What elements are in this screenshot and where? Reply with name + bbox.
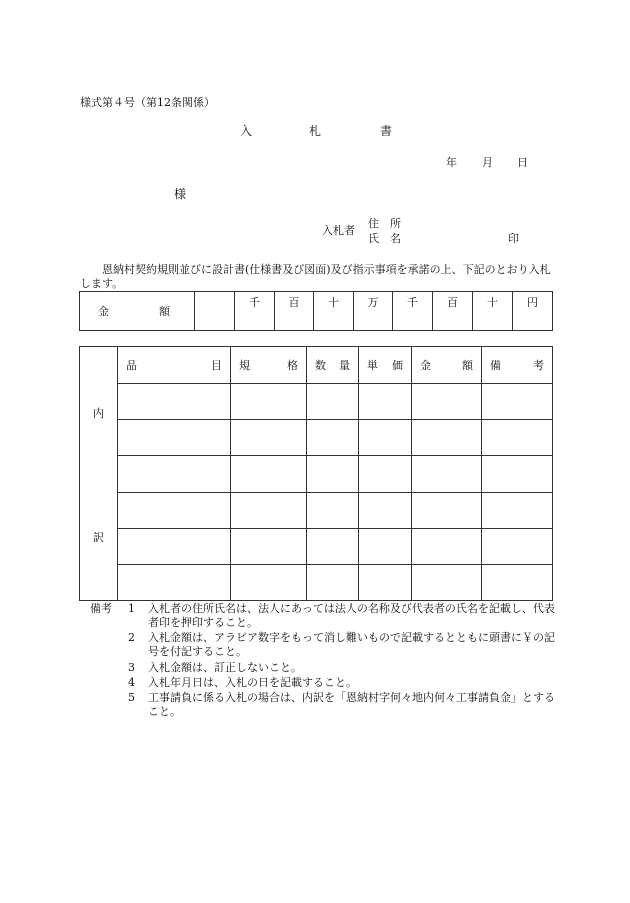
title-char-1: 入 <box>240 124 253 138</box>
table-cell[interactable] <box>359 384 412 420</box>
digit-label: 百 <box>288 296 300 309</box>
date-month: 月 <box>482 156 493 169</box>
header-spec <box>231 347 307 384</box>
table-row <box>80 528 553 564</box>
table-cell[interactable] <box>359 528 412 564</box>
table-cell[interactable] <box>307 456 359 492</box>
table-cell[interactable] <box>118 528 231 564</box>
header-text: 格 <box>287 359 298 373</box>
amount-digit-cell[interactable] <box>275 292 314 331</box>
table-cell[interactable] <box>482 492 553 528</box>
amount-digit-cell[interactable] <box>473 292 513 331</box>
table-cell[interactable] <box>231 564 307 600</box>
header-text: 単 <box>367 359 378 373</box>
table-cell[interactable] <box>482 528 553 564</box>
table-cell[interactable] <box>482 420 553 456</box>
note-number: 2 <box>128 631 135 644</box>
table-row <box>80 564 553 600</box>
table-cell[interactable] <box>307 420 359 456</box>
header-text: 額 <box>462 359 473 373</box>
table-cell[interactable] <box>231 528 307 564</box>
note-text <box>148 691 560 719</box>
header-text: 価 <box>392 359 403 373</box>
digit-label: 百 <box>447 296 458 309</box>
header-quantity <box>307 347 359 384</box>
table-cell[interactable] <box>118 492 231 528</box>
table-cell[interactable] <box>359 564 412 600</box>
header-text: 品 <box>126 359 137 373</box>
intro-text: 恩納村契約規則並びに設計書(仕様書及び図面)及び指示事項を承諾の上、下記のとおり入札します。 <box>80 263 551 290</box>
table-cell[interactable] <box>412 492 482 528</box>
table-cell[interactable] <box>359 420 412 456</box>
header-text: 金 <box>420 359 431 373</box>
header-text: 規 <box>239 359 250 373</box>
table-cell[interactable] <box>359 492 412 528</box>
amount-digit-cell[interactable] <box>433 292 473 331</box>
notes-label: 備考 <box>90 602 112 615</box>
digit-label: 円 <box>527 296 538 309</box>
note-text <box>148 631 560 659</box>
table-cell[interactable] <box>359 456 412 492</box>
note-number: 5 <box>128 691 135 704</box>
digit-label: 十 <box>328 296 339 309</box>
bidder-address-label: 住 所 <box>368 217 401 230</box>
amount-digit-cell[interactable] <box>235 292 275 331</box>
note-number: 1 <box>128 602 135 615</box>
header-unit-price <box>359 347 412 384</box>
amount-label-a: 金 <box>98 305 109 318</box>
header-text: 数 <box>315 359 326 373</box>
table-cell[interactable] <box>118 456 231 492</box>
table-row <box>80 384 553 420</box>
side-label-bottom: 訳 <box>93 531 104 544</box>
table-cell[interactable] <box>118 564 231 600</box>
table-cell[interactable] <box>307 528 359 564</box>
table-cell[interactable] <box>118 420 231 456</box>
table-row <box>80 492 553 528</box>
note-text: 入札年月日は、入札の日を記載すること。 <box>148 676 357 689</box>
note-text <box>148 602 560 630</box>
date-day: 日 <box>517 156 528 169</box>
table-cell[interactable] <box>412 564 482 600</box>
bidder-label: 入札者 <box>322 224 355 237</box>
table-cell[interactable] <box>307 564 359 600</box>
form-number: 様式第４号（第12条関係） <box>80 96 215 109</box>
note-text-span: 工事請負に係る入札の場合は、内訳を「恩納村字何々地内何々工事請負金」とすること。 <box>148 691 555 718</box>
table-row <box>80 456 553 492</box>
amount-table <box>79 291 553 331</box>
amount-blank-cell[interactable] <box>195 292 235 331</box>
header-text: 考 <box>533 359 544 373</box>
header-text: 目 <box>211 359 222 373</box>
addressee-suffix: 様 <box>174 187 187 201</box>
note-number: 4 <box>128 676 135 689</box>
table-cell[interactable] <box>412 456 482 492</box>
note-text-span: 入札金額は、アラビア数字をもって消し難いもので記載するとともに頭書に￥の記号を付記すること。 <box>148 631 555 658</box>
table-cell[interactable] <box>412 384 482 420</box>
header-text: 備 <box>490 359 501 373</box>
table-cell[interactable] <box>307 492 359 528</box>
table-cell[interactable] <box>412 420 482 456</box>
table-cell[interactable] <box>118 384 231 420</box>
header-text: 量 <box>339 359 350 373</box>
amount-digit-cell[interactable] <box>393 292 433 331</box>
amount-label-b: 額 <box>159 305 170 318</box>
header-amount <box>412 347 482 384</box>
table-cell[interactable] <box>231 456 307 492</box>
bidder-name-label: 氏 名 <box>368 232 401 245</box>
breakdown-table <box>79 346 553 601</box>
digit-label: 万 <box>367 296 379 309</box>
table-cell[interactable] <box>231 420 307 456</box>
note-text-span: 入札者の住所氏名は、法人にあっては法人の名称及び代表者の氏名を記載し、代表者印を押印すること。 <box>148 602 555 629</box>
table-cell[interactable] <box>231 492 307 528</box>
table-cell[interactable] <box>412 528 482 564</box>
note-text: 入札金額は、訂正しないこと。 <box>148 661 302 674</box>
title-char-3: 書 <box>380 124 393 138</box>
seal-mark: 印 <box>508 232 519 245</box>
amount-digit-cell[interactable] <box>354 292 393 331</box>
title-char-2: 札 <box>309 124 322 138</box>
digit-label: 千 <box>407 296 418 309</box>
table-row <box>80 420 553 456</box>
date-year: 年 <box>446 156 457 169</box>
header-remarks <box>482 347 553 384</box>
table-cell[interactable] <box>482 564 553 600</box>
amount-digit-cell[interactable] <box>314 292 354 331</box>
table-cell[interactable] <box>231 384 307 420</box>
amount-digit-cell[interactable] <box>513 292 553 331</box>
table-cell[interactable] <box>482 384 553 420</box>
side-label-top: 内 <box>93 407 104 420</box>
note-number: 3 <box>128 661 135 674</box>
digit-label: 千 <box>249 296 260 309</box>
table-cell[interactable] <box>307 384 359 420</box>
header-item <box>118 347 231 384</box>
amount-label-cell <box>80 292 195 331</box>
digit-label: 十 <box>487 296 498 309</box>
breakdown-side-label <box>80 347 118 601</box>
table-cell[interactable] <box>482 456 553 492</box>
